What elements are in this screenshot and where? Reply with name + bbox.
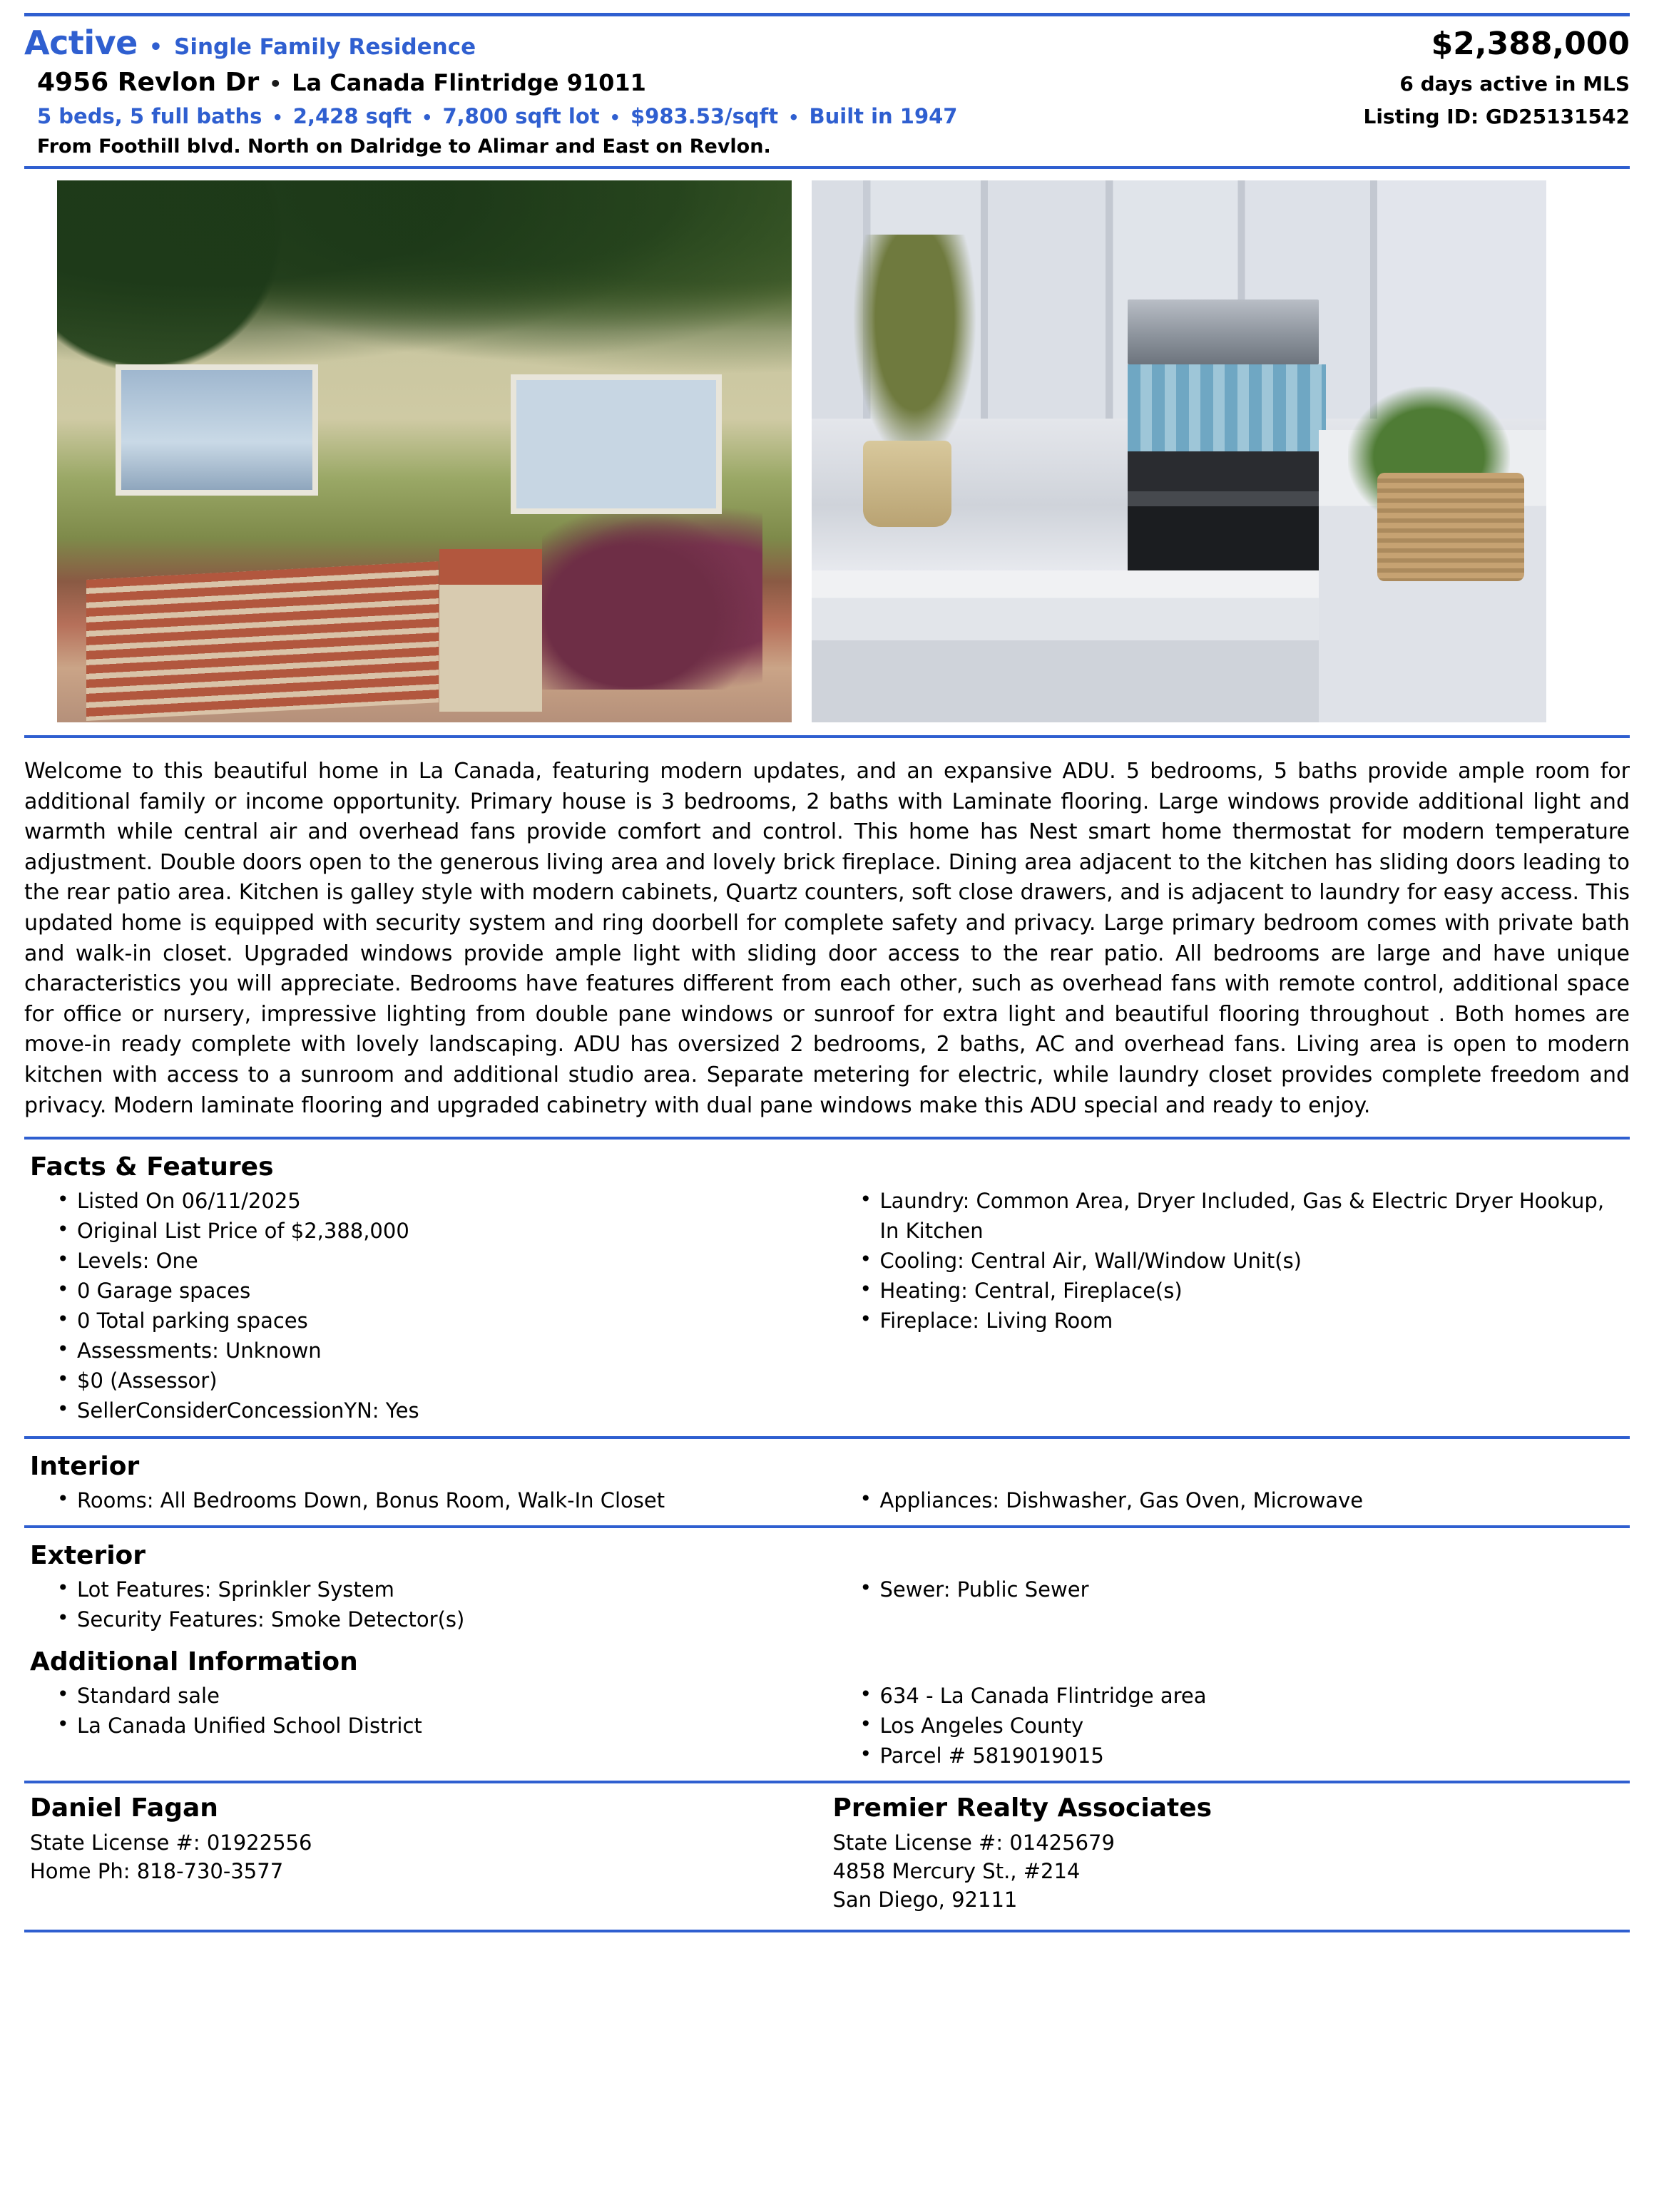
section-column-right (827, 1681, 1630, 1771)
list-item: • Fireplace: Living Room (880, 1306, 1630, 1336)
list-item: • Cooling: Central Air, Wall/Window Unit(s) (880, 1246, 1630, 1276)
section-title: Exterior (30, 1540, 146, 1570)
list-item: • Laundry: Common Area, Dryer Included, Gas & Electric Dryer Hookup, In Kitchen (880, 1186, 1630, 1246)
exterior-brick-steps (86, 561, 439, 721)
brokerage-name: Premier Realty Associates (832, 1793, 1213, 1823)
section-title: Facts & Features (30, 1152, 274, 1182)
list-item: • Original List Price of $2,388,000 (77, 1216, 827, 1246)
section-column-left (24, 1485, 827, 1515)
agent-block (24, 1793, 827, 1914)
property-description: Welcome to this beautiful home in La Canada, featuring modern updates, and an expansive ADU. 5 bedrooms, 5 baths provide ample room for additional family or income opportunity. Primary house is 3 bedrooms, 2 baths with Laminate flooring. Large windows provide additional light and warmth while central air and overhead fans provide comfort and control. This home has Nest smart home thermostat for modern temperature adjustment. Double doors open to the generous living area and lovely brick fireplace. Dining area adjacent to the kitchen has sliding doors leading to the rear patio area. Kitchen is galley style with modern cabinets, Quartz counters, soft close drawers, and is adjacent to laundry for easy access. This updated home is equipped with security system and ring doorbell for complete safety and privacy. Large primary bedroom comes with private bath and walk-in closet. Upgraded windows provide ample light with sliding door access to the rear patio. All bedrooms are large and have unique characteristics you will appreciate. Bedrooms have features different from each other, such as overhead fans with remote control, additional space for office or nursery, impressive lighting from double pane windows or sunroof for extra light and beautiful flooring throughout . Both homes are move-in ready complete with lovely landscaping. ADU has oversized 2 bedrooms, 2 baths, AC and overhead fans. Living area is open to modern kitchen with access to a sunroom and additional studio area. Separate metering for electric, while laundry closet provides complete freedom and privacy. Modern laminate flooring and upgraded cabinetry with dual pane windows make this ADU special and ready to enjoy. (24, 759, 1630, 1118)
front-exterior-photo[interactable] (57, 180, 792, 722)
header-directions-row (24, 135, 1630, 158)
list-item: • 0 Total parking spaces (77, 1306, 827, 1336)
bullet-list (827, 1485, 1630, 1515)
agent-license: State License #: 01922556 (30, 1830, 312, 1855)
list-item: • 0 Garage spaces (77, 1276, 827, 1306)
header-status-row (24, 24, 1630, 62)
list-item: • Lot Features: Sprinkler System (77, 1574, 827, 1604)
photo-gallery (24, 180, 1630, 722)
kitchen-tile-backsplash (1128, 364, 1326, 451)
section-columns (24, 1186, 1630, 1425)
fact-separator-dot: • (609, 108, 621, 128)
kitchen-range-hood (1128, 299, 1319, 364)
bullet-list (24, 1485, 827, 1515)
list-item: • Heating: Central, Fireplace(s) (880, 1276, 1630, 1306)
kitchen-decor-plant (849, 235, 981, 473)
section-column-right (827, 1186, 1630, 1425)
section-columns (24, 1485, 1630, 1515)
section-column-left (24, 1574, 827, 1634)
header-price-wrap (1431, 26, 1630, 62)
list-item: • Rooms: All Bedrooms Down, Bonus Room, Walk-In Closet (77, 1485, 827, 1515)
brokerage-block (827, 1793, 1630, 1914)
bullet-list (827, 1186, 1630, 1336)
brokerage-license: State License #: 01425679 (832, 1830, 1115, 1855)
fact-lot-size: 7,800 sqft lot (442, 104, 600, 128)
kitchen-photo[interactable] (812, 180, 1546, 722)
list-item: • La Canada Unified School District (77, 1711, 827, 1741)
section-additional-information (24, 1634, 1630, 1783)
bullet-list (24, 1681, 827, 1741)
days-active-in-mls: 6 days active in MLS (1399, 72, 1630, 96)
list-item: • Appliances: Dishwasher, Gas Oven, Microwave (880, 1485, 1630, 1515)
header-address-left (24, 68, 646, 97)
section-exterior (24, 1528, 1630, 1634)
fact-separator-dot: • (422, 108, 433, 128)
section-column-left (24, 1681, 827, 1771)
status-separator-dot: • (148, 35, 163, 60)
fact-beds-baths: 5 beds, 5 full baths (37, 104, 262, 128)
list-item: • Standard sale (77, 1681, 827, 1711)
section-column-right (827, 1485, 1630, 1515)
key-facts-line (24, 104, 957, 128)
exterior-stone-pillar (439, 549, 542, 712)
header-bottom-divider (24, 166, 1630, 169)
header-top-divider (24, 13, 1630, 16)
list-item: • Assessments: Unknown (77, 1336, 827, 1366)
header-status-left (24, 24, 476, 62)
list-item: • Listed On 06/11/2025 (77, 1186, 827, 1216)
address-separator-dot: • (269, 72, 282, 96)
listing-status: Active (24, 24, 138, 62)
section-interior (24, 1439, 1630, 1528)
footer-divider (24, 1930, 1630, 1932)
header-days-wrap (1399, 72, 1630, 96)
header-listing-id-wrap (1363, 105, 1630, 128)
list-item: • Los Angeles County (880, 1711, 1630, 1741)
section-column-right (827, 1574, 1630, 1634)
kitchen-wicker-basket (1377, 473, 1524, 581)
header-facts-row (24, 104, 1630, 128)
fact-separator-dot: • (788, 108, 800, 128)
bullet-list (24, 1186, 827, 1425)
section-title: Interior (30, 1451, 140, 1481)
brokerage-street: 4858 Mercury St., #214 (832, 1858, 1081, 1883)
section-columns (24, 1574, 1630, 1634)
brokerage-city-zip: San Diego, 92111 (832, 1887, 1018, 1912)
agent-phone: Home Ph: 818-730-3577 (30, 1858, 284, 1883)
photos-divider (24, 735, 1630, 738)
list-item: • Sewer: Public Sewer (880, 1574, 1630, 1604)
agent-name: Daniel Fagan (30, 1793, 218, 1823)
street-address: 4956 Revlon Dr (37, 68, 260, 97)
property-type: Single Family Residence (174, 34, 476, 60)
fact-separator-dot: • (272, 108, 283, 128)
list-item: • Levels: One (77, 1246, 827, 1276)
list-item: • 634 - La Canada Flintridge area (880, 1681, 1630, 1711)
listing-id: Listing ID: GD25131542 (1363, 105, 1630, 128)
list-item: • SellerConsiderConcessionYN: Yes (77, 1396, 827, 1425)
exterior-purple-shrub (542, 506, 762, 690)
fact-price-per-sqft: $983.53/sqft (630, 104, 779, 128)
listing-price: $2,388,000 (1431, 26, 1630, 62)
list-item: • Security Features: Smoke Detector(s) (77, 1604, 827, 1634)
kitchen-ceramic-pot (863, 441, 951, 528)
header-address-row (24, 68, 1630, 97)
agent-footer (24, 1783, 1630, 1914)
city-state-zip: La Canada Flintridge 91011 (292, 69, 646, 96)
directions-text: From Foothill blvd. North on Dalridge to Alimar and East on Revlon. (37, 135, 771, 158)
list-item: • $0 (Assessor) (77, 1366, 827, 1396)
bullet-list (24, 1574, 827, 1634)
section-facts-features (24, 1140, 1630, 1438)
section-column-left (24, 1186, 827, 1425)
section-title: Additional Information (30, 1647, 358, 1676)
section-columns (24, 1681, 1630, 1771)
list-item: • Parcel # 5819019015 (880, 1741, 1630, 1771)
fact-year-built: Built in 1947 (809, 104, 958, 128)
fact-sqft: 2,428 sqft (292, 104, 412, 128)
bullet-list (827, 1574, 1630, 1604)
bullet-list (827, 1681, 1630, 1771)
